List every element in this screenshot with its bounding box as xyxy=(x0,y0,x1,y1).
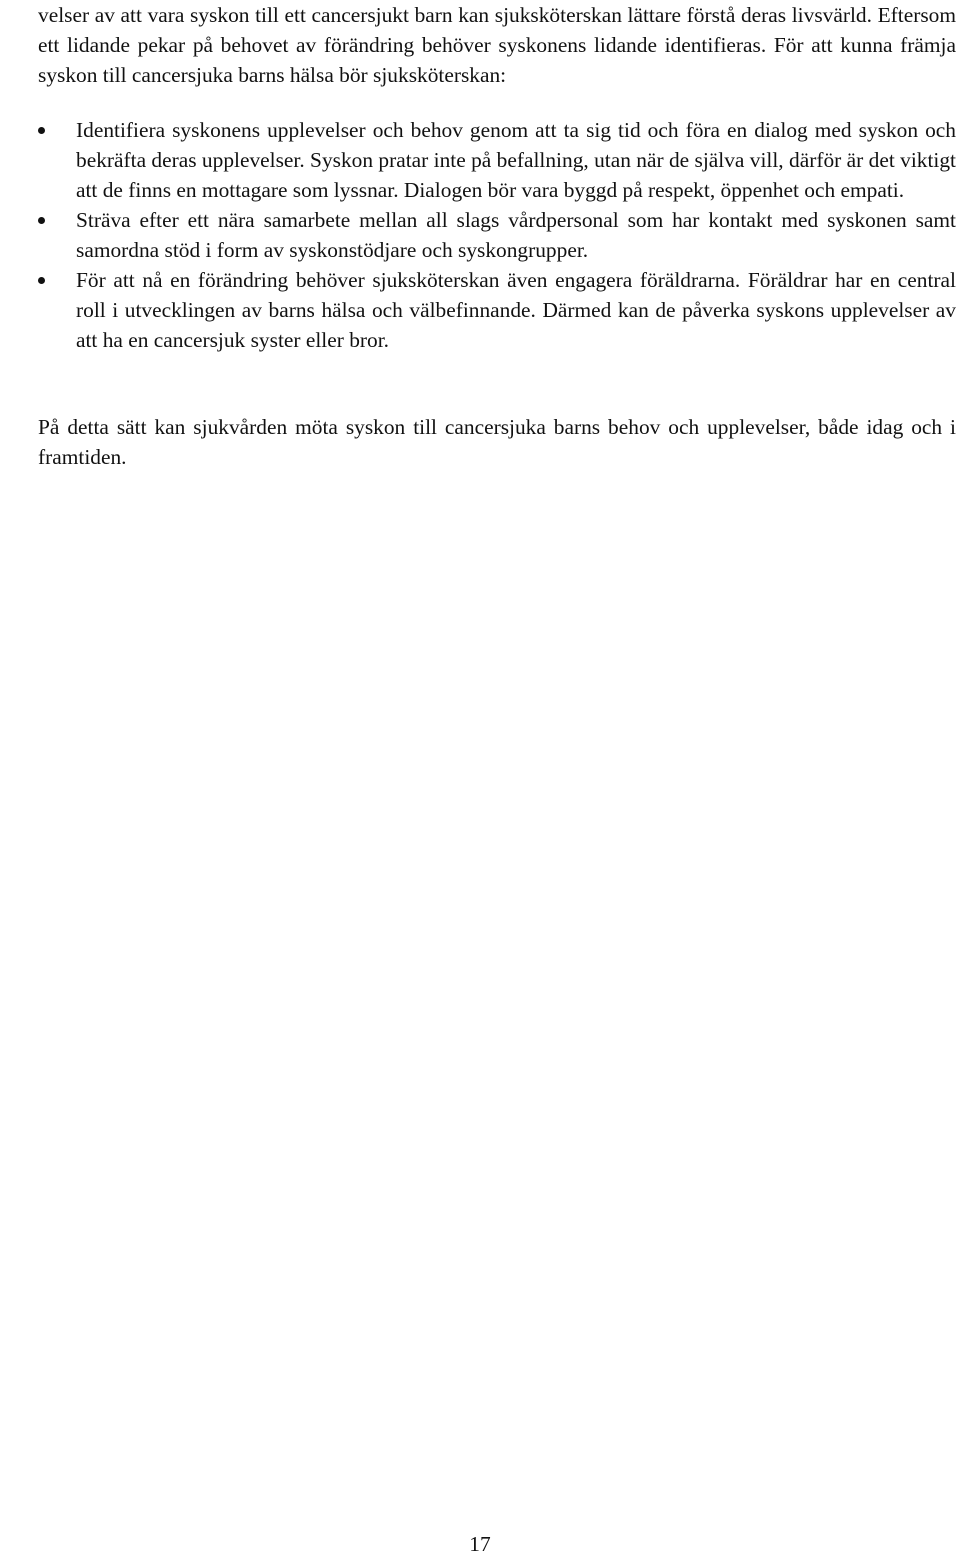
list-item xyxy=(38,115,956,205)
closing-paragraph: På detta sätt kan sjukvården möta syskon till cancersjuka barns behov och upplevelser, både idag och i framtiden. xyxy=(38,415,956,469)
bullet-text: Sträva efter ett nära samarbete mellan all slags vårdpersonal som har kontakt med syskonen samt samordna stöd i form av syskonstödjare och syskongrupper. xyxy=(76,208,956,262)
list-item xyxy=(38,205,956,265)
intro-paragraph: velser av att vara syskon till ett cancersjukt barn kan sjuksköterskan lättare förstå deras livsvärld. Eftersom ett lidande pekar på behovet av förändring behöver syskonens lidande identifieras. För att kunna främja syskon till cancersjuka barns hälsa bör sjuksköterskan: xyxy=(38,3,956,87)
bullet-icon xyxy=(38,277,45,284)
list-item xyxy=(38,265,956,355)
bullet-text: För att nå en förändring behöver sjuksköterskan även engagera föräldrarna. Föräldrar har en central roll i utvecklingen av barns hälsa och välbefinnande. Därmed kan de påverka syskons upplevelser av att ha en cancersjuk syster eller bror. xyxy=(76,268,956,352)
bullet-list xyxy=(38,115,956,355)
bullet-icon xyxy=(38,217,45,224)
bullet-icon xyxy=(38,127,45,134)
bullet-text: Identifiera syskonens upplevelser och behov genom att ta sig tid och föra en dialog med syskon och bekräfta deras upplevelser. Syskon pratar inte på befallning, utan när de själva vill, därför är det viktigt att de finns en mottagare som lyssnar. Dialogen bör vara byggd på respekt, öppenhet och empati. xyxy=(76,118,956,202)
page-number: 17 xyxy=(469,1532,491,1556)
